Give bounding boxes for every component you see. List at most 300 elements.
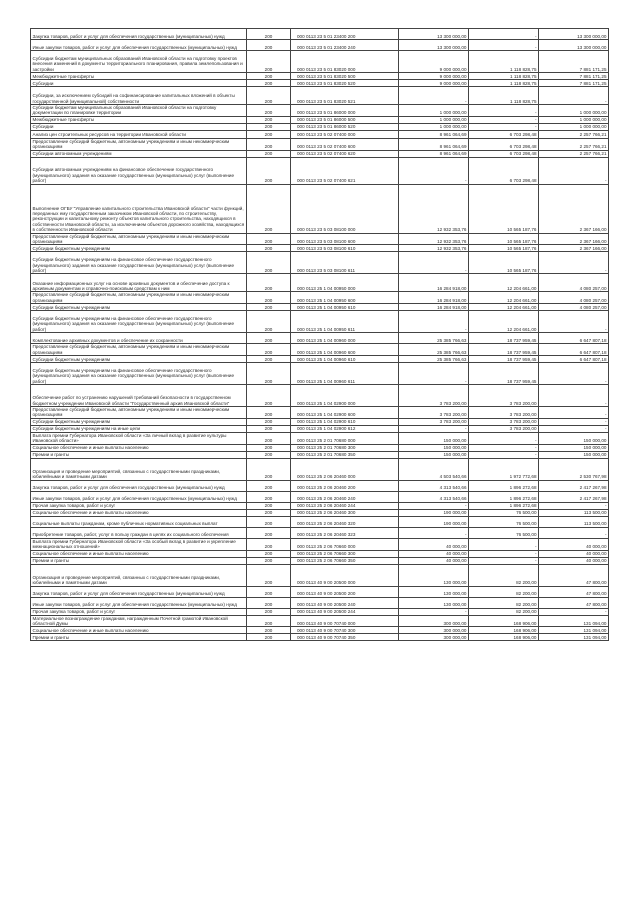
row-executed-amount: 3 783 200,00 xyxy=(469,425,539,432)
row-name: Иные закупки товаров, работ и услуг для обеспечения государственных (муниципальных) нужд xyxy=(31,40,247,51)
row-classification-code: 000 0113 25 2 06 20460 000 xyxy=(291,458,399,480)
row-approved-amount: 9 000 000,00 xyxy=(399,80,469,87)
row-executed-amount: 6 703 298,48 xyxy=(469,150,539,157)
row-name: Субсидии автономным учреждениям xyxy=(31,150,247,157)
row-code: 200 xyxy=(247,311,291,333)
table-row xyxy=(31,80,609,87)
row-unexecuted-amount: 150 000,00 xyxy=(539,432,609,444)
row-unexecuted-amount: 4 080 257,00 xyxy=(539,274,609,292)
row-name: Субсидии бюджетным учреждениям xyxy=(31,304,247,311)
row-classification-code: 000 0113 25 1 04 00950 610 xyxy=(291,304,399,311)
table-row xyxy=(31,73,609,80)
row-executed-amount: - xyxy=(469,557,539,564)
row-approved-amount: 25 385 766,63 xyxy=(399,333,469,344)
table-row xyxy=(31,418,609,425)
row-code: 200 xyxy=(247,292,291,304)
row-classification-code: 000 0113 23 5 03 08100 610 xyxy=(291,245,399,252)
row-name: Обеспечение работ по устранению нарушений требований безопасности в государственном бюджетном учреждении Ивановской области "Государственный архив Ивановской области" xyxy=(31,385,247,407)
row-classification-code: 000 0113 25 2 01 70680 000 xyxy=(291,432,399,444)
row-executed-amount: 82 200,00 xyxy=(469,597,539,608)
row-approved-amount: - xyxy=(399,425,469,432)
row-executed-amount: - xyxy=(469,538,539,550)
row-name: Субсидии бюджетным учреждениям на иные цели xyxy=(31,425,247,432)
row-unexecuted-amount: 6 647 807,18 xyxy=(539,333,609,344)
row-classification-code: 000 0113 23 5 01 23400 240 xyxy=(291,40,399,51)
row-code: 200 xyxy=(247,40,291,51)
row-code: 200 xyxy=(247,502,291,509)
row-executed-amount: - xyxy=(469,451,539,458)
row-unexecuted-amount: 131 094,00 xyxy=(539,634,609,641)
row-classification-code: 000 0113 25 2 06 20460 320 xyxy=(291,516,399,527)
table-row xyxy=(31,564,609,586)
row-name: Выплата премии Губернатора Ивановской области «За личный вклад в развитие культуры Ивановской области» xyxy=(31,432,247,444)
table-row xyxy=(31,425,609,432)
row-code: 200 xyxy=(247,73,291,80)
row-classification-code: 000 0113 25 2 06 20460 323 xyxy=(291,527,399,538)
row-classification-code: 000 0113 25 2 01 70680 300 xyxy=(291,444,399,451)
row-classification-code: 000 0113 23 5 03 08100 600 xyxy=(291,233,399,245)
row-unexecuted-amount: 2 367 166,00 xyxy=(539,184,609,233)
row-name: Субсидии xyxy=(31,80,247,87)
row-classification-code: 000 0113 25 2 06 20460 300 xyxy=(291,509,399,516)
row-classification-code: 000 0113 25 2 06 20460 240 xyxy=(291,491,399,502)
row-executed-amount: - xyxy=(469,29,539,40)
row-executed-amount: 1 896 272,68 xyxy=(469,480,539,491)
table-row xyxy=(31,157,609,184)
row-classification-code: 000 0113 25 2 06 20460 244 xyxy=(291,502,399,509)
row-classification-code: 000 0113 23 5 01 83020 000 xyxy=(291,51,399,73)
row-code: 200 xyxy=(247,418,291,425)
row-unexecuted-amount: 2 417 267,98 xyxy=(539,480,609,491)
table-row xyxy=(31,509,609,516)
row-approved-amount: - xyxy=(399,363,469,385)
row-executed-amount: 3 783 200,00 xyxy=(469,385,539,407)
row-code: 200 xyxy=(247,509,291,516)
table-row xyxy=(31,502,609,509)
row-name: Социальное обеспечение и иные выплаты населению xyxy=(31,550,247,557)
row-executed-amount: 18 737 959,45 xyxy=(469,344,539,356)
row-classification-code: 000 0113 40 9 00 20500 244 xyxy=(291,608,399,615)
table-row xyxy=(31,123,609,130)
row-code: 200 xyxy=(247,138,291,150)
row-classification-code: 000 0113 25 1 04 00950 611 xyxy=(291,311,399,333)
row-code: 200 xyxy=(247,564,291,586)
row-classification-code: 000 0113 40 9 00 20500 200 xyxy=(291,586,399,597)
table-row xyxy=(31,304,609,311)
table-row xyxy=(31,29,609,40)
row-executed-amount: 10 565 187,76 xyxy=(469,245,539,252)
row-classification-code: 000 0113 23 5 02 07400 600 xyxy=(291,138,399,150)
row-approved-amount: 16 284 918,00 xyxy=(399,304,469,311)
row-classification-code: 000 0113 40 9 00 20500 240 xyxy=(291,597,399,608)
row-unexecuted-amount: - xyxy=(539,527,609,538)
row-name: Выполнение ОГБУ "Управление капитального строительства Ивановской области" части функций, переданных ему государственным заказчиком Ивановской области, по строительству, реконструкции и капитальному ремонту объектов капитального строительства, находящихся в собственности Ивановской области, за исключением объектов дорожного хозяйства, находящихся в собственности Ивановской области xyxy=(31,184,247,233)
row-code: 200 xyxy=(247,87,291,105)
row-executed-amount: 12 204 661,00 xyxy=(469,311,539,333)
table-row xyxy=(31,597,609,608)
row-name: Субсидии автономным учреждениям на финансовое обеспечение государственного (муниципального) задания на оказание государственных (муниципальных) услуг (выполнение работ) xyxy=(31,157,247,184)
row-code: 200 xyxy=(247,425,291,432)
row-name: Субсидии бюджетным учреждениям на финансовое обеспечение государственного (муниципального) задания на оказание государственных (муниципальных) услуг (выполнение работ) xyxy=(31,311,247,333)
row-code: 200 xyxy=(247,157,291,184)
row-name: Организация и проведение мероприятий, связанных с государственными праздниками, юбилейными и памятными датами xyxy=(31,564,247,586)
row-code: 200 xyxy=(247,451,291,458)
row-unexecuted-amount: - xyxy=(539,385,609,407)
row-approved-amount: 12 932 353,76 xyxy=(399,245,469,252)
row-executed-amount: - xyxy=(469,116,539,123)
row-name: Межбюджетные трансферты xyxy=(31,73,247,80)
row-classification-code: 000 0113 25 1 04 00960 611 xyxy=(291,363,399,385)
table-row xyxy=(31,451,609,458)
row-executed-amount: 76 500,00 xyxy=(469,516,539,527)
row-classification-code: 000 0113 23 5 01 86000 520 xyxy=(291,123,399,130)
row-approved-amount: 190 000,00 xyxy=(399,509,469,516)
row-code: 200 xyxy=(247,233,291,245)
row-name: Премии и гранты xyxy=(31,557,247,564)
row-code: 200 xyxy=(247,458,291,480)
row-classification-code: 000 0113 23 5 01 86000 000 xyxy=(291,105,399,117)
row-name: Субсидии бюджетным учреждениям xyxy=(31,245,247,252)
row-unexecuted-amount: - xyxy=(539,407,609,419)
row-name: Социальное обеспечение и иные выплаты населению xyxy=(31,627,247,634)
row-approved-amount: 150 000,00 xyxy=(399,444,469,451)
row-unexecuted-amount: 1 000 000,00 xyxy=(539,116,609,123)
row-classification-code: 000 0113 23 5 02 07400 621 xyxy=(291,157,399,184)
row-name: Комплектование архивных документов и обеспечение их сохранности xyxy=(31,333,247,344)
row-code: 200 xyxy=(247,51,291,73)
table-row xyxy=(31,274,609,292)
row-name: Субсидии бюджетным учреждениям на финансовое обеспечение государственного (муниципального) задания на оказание государственных (муниципальных) услуг (выполнение работ) xyxy=(31,252,247,274)
row-unexecuted-amount: 2 257 766,21 xyxy=(539,130,609,138)
row-code: 200 xyxy=(247,550,291,557)
row-approved-amount: - xyxy=(399,527,469,538)
row-executed-amount: - xyxy=(469,444,539,451)
table-row xyxy=(31,432,609,444)
row-name: Субсидии бюджетным учреждениям xyxy=(31,356,247,363)
row-name: Предоставление субсидий бюджетным, автономным учреждениям и иным некоммерческим организациям xyxy=(31,292,247,304)
row-name: Прочая закупка товаров, работ и услуг xyxy=(31,608,247,615)
row-code: 200 xyxy=(247,80,291,87)
row-approved-amount: 13 300 000,00 xyxy=(399,40,469,51)
row-executed-amount: 1 118 828,75 xyxy=(469,73,539,80)
row-unexecuted-amount: 131 094,00 xyxy=(539,627,609,634)
row-executed-amount: 168 906,00 xyxy=(469,634,539,641)
table-row xyxy=(31,363,609,385)
row-classification-code: 000 0113 25 2 06 70660 300 xyxy=(291,550,399,557)
row-executed-amount: - xyxy=(469,123,539,130)
row-approved-amount: 130 000,00 xyxy=(399,564,469,586)
row-classification-code: 000 0113 40 9 00 70740 300 xyxy=(291,627,399,634)
row-executed-amount: 10 565 187,76 xyxy=(469,184,539,233)
row-approved-amount: 9 000 000,00 xyxy=(399,51,469,73)
row-classification-code: 000 0113 25 2 01 70680 350 xyxy=(291,451,399,458)
row-classification-code: 000 0113 25 1 04 00950 000 xyxy=(291,274,399,292)
row-unexecuted-amount: 131 094,00 xyxy=(539,615,609,627)
row-approved-amount: 1 000 000,00 xyxy=(399,123,469,130)
budget-table xyxy=(30,28,609,641)
row-executed-amount: - xyxy=(469,40,539,51)
row-code: 200 xyxy=(247,344,291,356)
table-row xyxy=(31,245,609,252)
row-classification-code: 000 0113 40 9 00 20500 000 xyxy=(291,564,399,586)
row-approved-amount: - xyxy=(399,311,469,333)
row-name: Прочая закупка товаров, работ и услуг xyxy=(31,502,247,509)
row-executed-amount: 6 703 298,48 xyxy=(469,130,539,138)
table-row xyxy=(31,608,609,615)
row-name: Иные закупки товаров, работ и услуг для обеспечения государственных (муниципальных) нужд xyxy=(31,491,247,502)
row-unexecuted-amount: 2 530 767,98 xyxy=(539,458,609,480)
row-code: 200 xyxy=(247,491,291,502)
row-executed-amount: 3 783 200,00 xyxy=(469,418,539,425)
row-unexecuted-amount: 4 080 257,00 xyxy=(539,292,609,304)
table-row xyxy=(31,105,609,117)
row-code: 200 xyxy=(247,150,291,157)
row-approved-amount: 3 783 200,00 xyxy=(399,418,469,425)
row-name: Предоставление субсидий бюджетным, автономным учреждениям и иным некоммерческим организациям xyxy=(31,344,247,356)
row-unexecuted-amount: 6 647 807,18 xyxy=(539,356,609,363)
row-unexecuted-amount: 2 367 166,00 xyxy=(539,245,609,252)
row-approved-amount: - xyxy=(399,157,469,184)
table-row xyxy=(31,130,609,138)
row-name: Предоставление субсидий бюджетным, автономным учреждениям и иным некоммерческим организациям xyxy=(31,138,247,150)
table-row xyxy=(31,458,609,480)
row-executed-amount: 3 783 200,00 xyxy=(469,407,539,419)
row-code: 200 xyxy=(247,130,291,138)
row-name: Организация и проведение мероприятий, связанных с государственными праздниками, юбилейными и памятными датами xyxy=(31,458,247,480)
row-executed-amount: 1 118 828,75 xyxy=(469,80,539,87)
row-approved-amount: 1 000 000,00 xyxy=(399,105,469,117)
row-unexecuted-amount: 2 417 267,98 xyxy=(539,491,609,502)
row-unexecuted-amount: 47 800,00 xyxy=(539,597,609,608)
table-row xyxy=(31,356,609,363)
row-unexecuted-amount: 40 000,00 xyxy=(539,557,609,564)
row-classification-code: 000 0113 25 1 04 02900 610 xyxy=(291,418,399,425)
budget-report-page xyxy=(30,28,608,641)
row-name: Субсидии бюджетным учреждениям на финансовое обеспечение государственного (муниципального) задания на оказание государственных (муниципальных) услуг (выполнение работ) xyxy=(31,363,247,385)
row-approved-amount: 300 000,00 xyxy=(399,634,469,641)
row-code: 200 xyxy=(247,444,291,451)
row-executed-amount: - xyxy=(469,550,539,557)
row-code: 200 xyxy=(247,586,291,597)
row-code: 200 xyxy=(247,356,291,363)
row-executed-amount: 1 118 828,75 xyxy=(469,87,539,105)
row-name: Предоставление субсидий бюджетным, автономным учреждениям и иным некоммерческим организациям xyxy=(31,233,247,245)
row-name: Субсидии бюджетным учреждениям xyxy=(31,418,247,425)
row-approved-amount: 40 000,00 xyxy=(399,550,469,557)
row-classification-code: 000 0113 23 5 01 23400 200 xyxy=(291,29,399,40)
row-unexecuted-amount: 13 300 000,00 xyxy=(539,29,609,40)
table-row xyxy=(31,557,609,564)
row-unexecuted-amount: 113 500,00 xyxy=(539,509,609,516)
row-unexecuted-amount: - xyxy=(539,252,609,274)
table-row xyxy=(31,311,609,333)
table-row xyxy=(31,87,609,105)
row-executed-amount: 10 565 187,76 xyxy=(469,252,539,274)
row-name: Предоставление субсидий бюджетным, автономным учреждениям и иным некоммерческим организациям xyxy=(31,407,247,419)
row-code: 200 xyxy=(247,252,291,274)
row-executed-amount: 1 972 772,68 xyxy=(469,458,539,480)
table-row xyxy=(31,40,609,51)
row-approved-amount: 12 932 353,76 xyxy=(399,233,469,245)
row-unexecuted-amount: 1 000 000,00 xyxy=(539,123,609,130)
row-approved-amount: 190 000,00 xyxy=(399,516,469,527)
row-unexecuted-amount: 47 800,00 xyxy=(539,586,609,597)
row-name: Закупка товаров, работ и услуг для обеспечения государственных (муниципальных) нужд xyxy=(31,480,247,491)
row-code: 200 xyxy=(247,333,291,344)
row-name: Субсидии бюджетам муниципальных образований Ивановской области на подготовку документации по планировке территории xyxy=(31,105,247,117)
table-row xyxy=(31,150,609,157)
row-executed-amount: 12 204 661,00 xyxy=(469,304,539,311)
row-code: 200 xyxy=(247,480,291,491)
row-approved-amount: 40 000,00 xyxy=(399,538,469,550)
row-code: 200 xyxy=(247,304,291,311)
row-approved-amount: 150 000,00 xyxy=(399,432,469,444)
row-classification-code: 000 0113 25 1 04 02900 612 xyxy=(291,425,399,432)
row-name: Субсидии xyxy=(31,123,247,130)
row-executed-amount: 76 500,00 xyxy=(469,509,539,516)
row-approved-amount: 13 300 000,00 xyxy=(399,29,469,40)
row-approved-amount: 8 961 064,69 xyxy=(399,138,469,150)
row-name: Субсидии бюджетам муниципальных образований Ивановской области на подготовку проектов внесения изменений в документы территориального планирования, правила землепользования и застройки xyxy=(31,51,247,73)
row-executed-amount: 82 200,00 xyxy=(469,564,539,586)
row-classification-code: 000 0113 23 5 01 83020 521 xyxy=(291,87,399,105)
table-row xyxy=(31,444,609,451)
row-name: Закупка товаров, работ и услуг для обеспечения государственных (муниципальных) нужд xyxy=(31,29,247,40)
row-code: 200 xyxy=(247,385,291,407)
table-row xyxy=(31,527,609,538)
row-unexecuted-amount: 6 647 807,18 xyxy=(539,344,609,356)
row-name: Премии и гранты xyxy=(31,634,247,641)
row-classification-code: 000 0113 23 5 03 08100 611 xyxy=(291,252,399,274)
table-row xyxy=(31,292,609,304)
row-name: Социальные выплаты гражданам, кроме публичных нормативных социальных выплат xyxy=(31,516,247,527)
row-executed-amount: 76 500,00 xyxy=(469,527,539,538)
row-code: 200 xyxy=(247,274,291,292)
row-unexecuted-amount: 150 000,00 xyxy=(539,451,609,458)
row-executed-amount: - xyxy=(469,432,539,444)
row-executed-amount: - xyxy=(469,105,539,117)
row-unexecuted-amount: 1 000 000,00 xyxy=(539,105,609,117)
row-executed-amount: 12 204 661,00 xyxy=(469,292,539,304)
row-classification-code: 000 0113 25 1 04 00950 600 xyxy=(291,292,399,304)
row-unexecuted-amount: 113 500,00 xyxy=(539,516,609,527)
row-executed-amount: 168 906,00 xyxy=(469,615,539,627)
row-classification-code: 000 0113 23 5 01 86000 500 xyxy=(291,116,399,123)
row-approved-amount: 9 000 000,00 xyxy=(399,73,469,80)
row-code: 200 xyxy=(247,29,291,40)
row-approved-amount: 16 284 918,00 xyxy=(399,274,469,292)
row-classification-code: 000 0113 25 1 04 02900 600 xyxy=(291,407,399,419)
row-classification-code: 000 0113 25 2 06 20460 200 xyxy=(291,480,399,491)
row-unexecuted-amount: 13 300 000,00 xyxy=(539,40,609,51)
row-name: Иные закупки товаров, работ и услуг для обеспечения государственных (муниципальных) нужд xyxy=(31,597,247,608)
row-code: 200 xyxy=(247,123,291,130)
row-name: Выплата премии Губернатора Ивановской области «За особый вклад в развитие и укрепление межнациональных отношений» xyxy=(31,538,247,550)
row-approved-amount: 4 313 540,66 xyxy=(399,491,469,502)
row-executed-amount: 10 565 187,76 xyxy=(469,233,539,245)
row-approved-amount: 25 385 766,63 xyxy=(399,344,469,356)
row-unexecuted-amount: 40 000,00 xyxy=(539,550,609,557)
row-code: 200 xyxy=(247,608,291,615)
row-executed-amount: 82 200,00 xyxy=(469,608,539,615)
row-executed-amount: 6 703 298,48 xyxy=(469,157,539,184)
row-approved-amount: - xyxy=(399,87,469,105)
row-approved-amount: 3 783 200,00 xyxy=(399,385,469,407)
row-name: Оказание информационных услуг на основе архивных документов и обеспечение доступа к архивным документам и справочно-поисковым средствам к ним xyxy=(31,274,247,292)
row-classification-code: 000 0113 25 2 06 70660 350 xyxy=(291,557,399,564)
row-name: Материальное вознаграждение гражданам, награжденным Почетной грамотой Ивановской областной Думы xyxy=(31,615,247,627)
row-executed-amount: 18 737 959,45 xyxy=(469,363,539,385)
table-row xyxy=(31,586,609,597)
row-name: Межбюджетные трансферты xyxy=(31,116,247,123)
row-classification-code: 000 0113 40 9 00 70740 000 xyxy=(291,615,399,627)
row-classification-code: 000 0113 25 1 04 02900 000 xyxy=(291,385,399,407)
row-approved-amount: 8 961 064,69 xyxy=(399,150,469,157)
row-executed-amount: 168 906,00 xyxy=(469,627,539,634)
row-approved-amount: 300 000,00 xyxy=(399,615,469,627)
row-code: 200 xyxy=(247,538,291,550)
row-code: 200 xyxy=(247,634,291,641)
row-executed-amount: 1 896 272,68 xyxy=(469,502,539,509)
row-name: Субсидии, за исключением субсидий на софинансирование капитальных вложений в объекты государственной (муниципальной) собственности xyxy=(31,87,247,105)
row-name: Анализ цен строительных ресурсов на территории Ивановской области xyxy=(31,130,247,138)
row-unexecuted-amount: - xyxy=(539,502,609,509)
table-row xyxy=(31,333,609,344)
row-code: 200 xyxy=(247,627,291,634)
row-classification-code: 000 0113 25 1 04 00960 000 xyxy=(291,333,399,344)
row-code: 200 xyxy=(247,527,291,538)
row-unexecuted-amount: - xyxy=(539,608,609,615)
row-code: 200 xyxy=(247,105,291,117)
row-code: 200 xyxy=(247,116,291,123)
row-approved-amount: 130 000,00 xyxy=(399,586,469,597)
row-approved-amount: 8 961 064,69 xyxy=(399,130,469,138)
row-approved-amount: - xyxy=(399,502,469,509)
table-row xyxy=(31,538,609,550)
table-row xyxy=(31,385,609,407)
row-classification-code: 000 0113 25 1 04 00960 600 xyxy=(291,344,399,356)
row-code: 200 xyxy=(247,184,291,233)
table-row xyxy=(31,627,609,634)
row-executed-amount: 18 737 959,45 xyxy=(469,356,539,363)
row-unexecuted-amount: - xyxy=(539,157,609,184)
row-approved-amount: 130 000,00 xyxy=(399,597,469,608)
row-approved-amount: 4 503 540,66 xyxy=(399,458,469,480)
table-row xyxy=(31,634,609,641)
row-unexecuted-amount: - xyxy=(539,363,609,385)
row-executed-amount: 82 200,00 xyxy=(469,586,539,597)
row-name: Премии и гранты xyxy=(31,451,247,458)
table-row xyxy=(31,407,609,419)
row-code: 200 xyxy=(247,407,291,419)
row-code: 200 xyxy=(247,245,291,252)
row-executed-amount: 1 896 272,68 xyxy=(469,491,539,502)
table-row xyxy=(31,550,609,557)
table-row xyxy=(31,51,609,73)
table-row xyxy=(31,116,609,123)
row-name: Социальное обеспечение и иные выплаты населению xyxy=(31,444,247,451)
row-name: Закупка товаров, работ и услуг для обеспечения государственных (муниципальных) нужд xyxy=(31,586,247,597)
table-row xyxy=(31,516,609,527)
row-classification-code: 000 0113 23 5 01 83020 500 xyxy=(291,73,399,80)
row-approved-amount: 25 385 766,63 xyxy=(399,356,469,363)
row-code: 200 xyxy=(247,432,291,444)
row-approved-amount: 12 932 353,76 xyxy=(399,184,469,233)
row-unexecuted-amount: 47 800,00 xyxy=(539,564,609,586)
row-approved-amount: 1 000 000,00 xyxy=(399,116,469,123)
row-code: 200 xyxy=(247,597,291,608)
row-approved-amount: 16 284 918,00 xyxy=(399,292,469,304)
